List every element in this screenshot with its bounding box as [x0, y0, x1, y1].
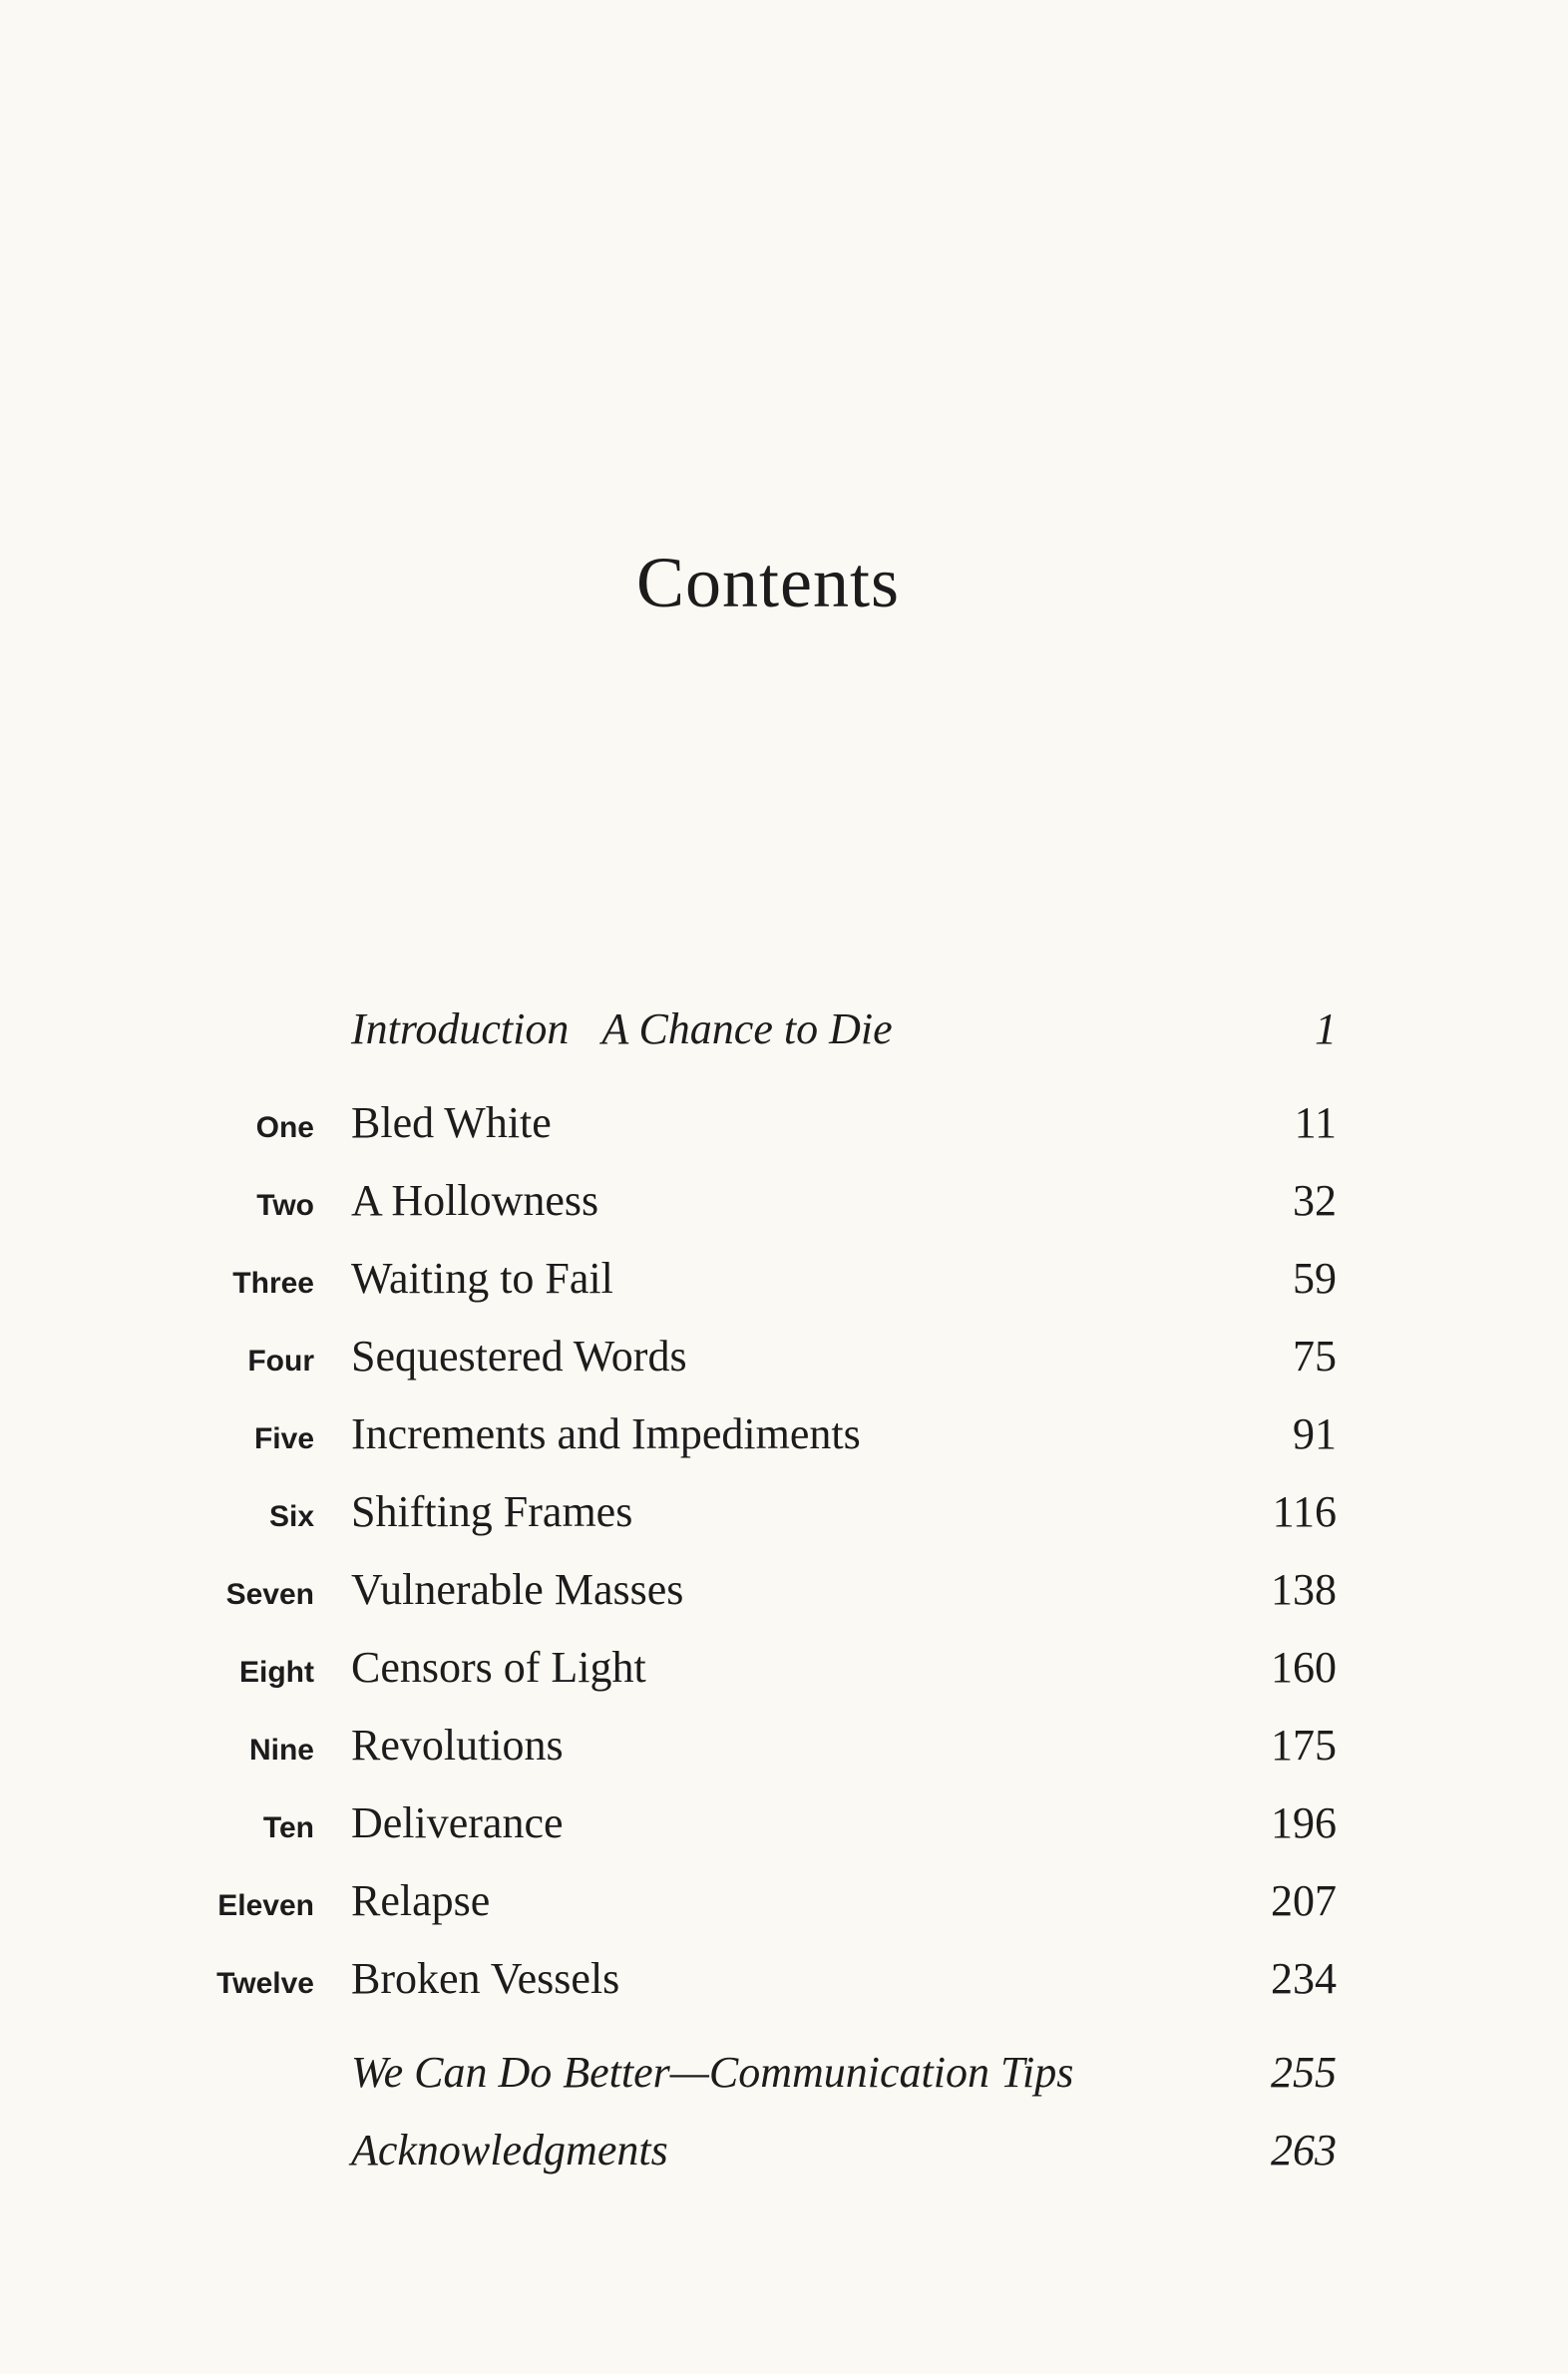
- toc-entry-chapter: [0, 1325, 1568, 1402]
- chapter-page: 138: [1271, 1565, 1337, 1614]
- back-matter-page: 255: [1271, 2048, 1337, 2097]
- back-matter-title: We Can Do Better—Communication Tips: [351, 2048, 1074, 2097]
- chapter-page: 91: [1293, 1409, 1337, 1458]
- chapter-page: 75: [1293, 1332, 1337, 1381]
- toc-entry-chapter: [0, 1947, 1568, 2025]
- chapter-title: Relapse: [351, 1876, 491, 1925]
- chapter-number: Four: [247, 1345, 314, 1378]
- chapter-number: Five: [253, 1422, 314, 1455]
- chapter-title: Bled White: [351, 1098, 552, 1147]
- chapter-page: 11: [1294, 1098, 1337, 1147]
- chapter-number: Two: [256, 1189, 314, 1222]
- chapter-title: Waiting to Fail: [351, 1254, 613, 1303]
- toc-entry-chapter: [0, 1402, 1568, 1480]
- toc-entry-chapter: [0, 1791, 1568, 1869]
- back-matter-title: Acknowledgments: [351, 2126, 668, 2175]
- toc-entry-chapter: [0, 1558, 1568, 1636]
- page-title: Contents: [635, 543, 900, 622]
- chapter-page: 234: [1271, 1954, 1337, 2003]
- chapter-number: Six: [268, 1500, 314, 1533]
- toc-entry-back-matter: [0, 2041, 1568, 2119]
- chapter-number: Seven: [225, 1578, 314, 1611]
- chapter-title: A Hollowness: [351, 1176, 599, 1225]
- chapter-number: Nine: [248, 1734, 314, 1767]
- toc-entry-chapter: [0, 1869, 1568, 1947]
- toc-entry-chapter: [0, 1714, 1568, 1791]
- toc-entry-chapter: [0, 1480, 1568, 1558]
- chapter-number: Twelve: [216, 1967, 314, 2000]
- intro-title: A Chance to Die: [601, 1004, 893, 1053]
- chapter-title: Broken Vessels: [351, 1954, 620, 2003]
- chapter-page: 196: [1271, 1798, 1337, 1847]
- chapter-title: Shifting Frames: [351, 1487, 633, 1536]
- chapter-number: Ten: [262, 1811, 314, 1844]
- toc-entry-chapter: [0, 1247, 1568, 1325]
- toc-entry-title: [351, 1004, 893, 1053]
- chapter-number: Three: [232, 1267, 314, 1300]
- chapter-title: Vulnerable Masses: [351, 1565, 684, 1614]
- chapter-page: 116: [1272, 1487, 1337, 1536]
- toc-entry-introduction: [0, 997, 1568, 1075]
- chapter-page: 59: [1293, 1254, 1337, 1303]
- toc-entry-chapter: [0, 1636, 1568, 1714]
- chapter-title: Increments and Impediments: [351, 1409, 861, 1458]
- toc-entry-chapter: [0, 1091, 1568, 1169]
- toc-entry-chapter: [0, 1169, 1568, 1247]
- chapter-title: Sequestered Words: [351, 1332, 687, 1381]
- back-matter-page: 263: [1271, 2126, 1337, 2175]
- chapter-page: 175: [1271, 1721, 1337, 1770]
- chapter-number: Eight: [239, 1656, 314, 1689]
- chapter-page: 32: [1293, 1176, 1337, 1225]
- chapter-number: One: [255, 1111, 314, 1144]
- chapter-page: 207: [1271, 1876, 1337, 1925]
- chapter-number: Eleven: [217, 1889, 314, 1922]
- toc-entry-back-matter: [0, 2119, 1568, 2196]
- chapter-title: Revolutions: [351, 1721, 564, 1770]
- intro-label: Introduction: [351, 1004, 570, 1053]
- toc-entry-page: 1: [1315, 1004, 1337, 1053]
- chapter-page: 160: [1271, 1643, 1337, 1692]
- chapter-title: Censors of Light: [351, 1643, 646, 1692]
- chapter-title: Deliverance: [351, 1798, 564, 1847]
